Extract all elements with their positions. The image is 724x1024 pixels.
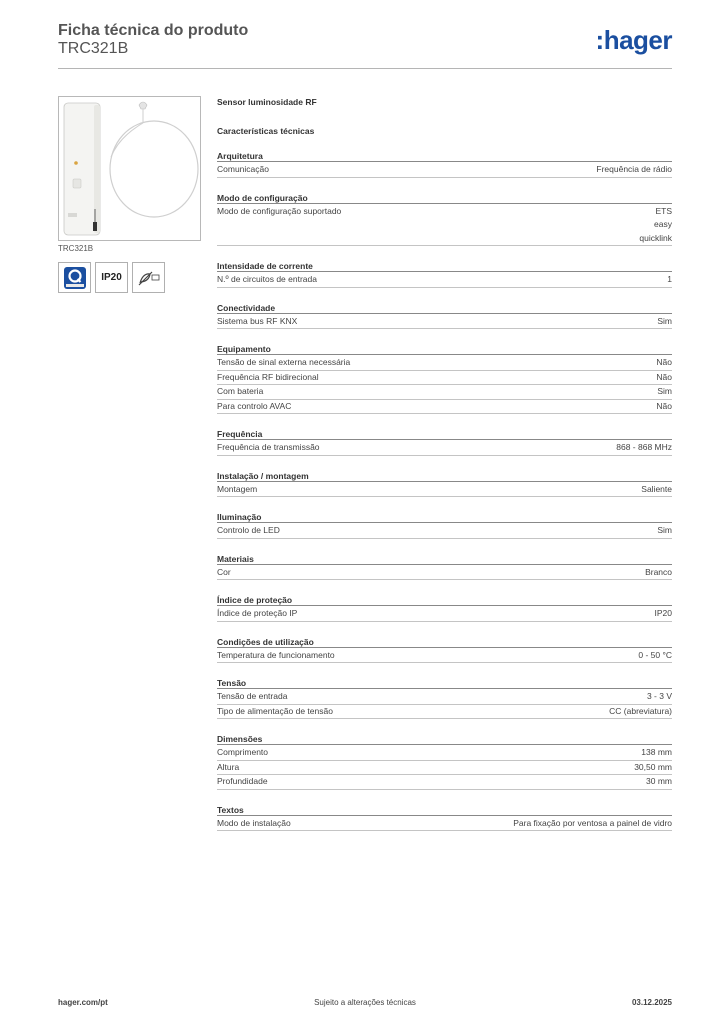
quality-badge	[58, 262, 91, 293]
spec-row	[217, 524, 672, 539]
eco-no-icon	[137, 269, 161, 287]
spec-section	[217, 261, 672, 288]
spec-label: Cor	[217, 566, 231, 577]
spec-row	[217, 385, 672, 400]
section-title: Índice de proteção	[217, 595, 672, 606]
section-title: Textos	[217, 805, 672, 816]
spec-row	[217, 761, 672, 776]
spec-row	[217, 649, 672, 664]
spec-label: Modo de configuração suportado	[217, 205, 342, 216]
spec-value-line: Sim	[657, 525, 672, 535]
spec-value	[616, 441, 672, 455]
ip20-badge	[95, 262, 128, 293]
spec-label: Tensão de sinal externa necessária	[217, 357, 351, 367]
spec-value	[667, 273, 672, 287]
spec-row	[217, 746, 672, 761]
spec-row	[217, 273, 672, 288]
spec-value	[657, 524, 672, 538]
section-title: Frequência	[217, 429, 672, 440]
spec-row	[217, 817, 672, 832]
spec-value	[634, 761, 672, 775]
spec-label: Temperatura de funcionamento	[217, 649, 335, 660]
spec-section	[217, 805, 672, 832]
spec-value-line: Branco	[645, 566, 672, 577]
spec-section	[217, 678, 672, 719]
spec-section	[217, 471, 672, 498]
image-caption: TRC321B	[58, 244, 94, 253]
specs-heading: Características técnicas	[217, 126, 315, 136]
section-title: Dimensões	[217, 734, 672, 745]
spec-value-line: Sim	[657, 386, 672, 396]
spec-value	[609, 705, 672, 719]
spec-label: Profundidade	[217, 776, 268, 786]
spec-value-line: 868 - 868 MHz	[616, 442, 672, 452]
eco-badge	[132, 262, 165, 293]
spec-row	[217, 400, 672, 415]
spec-value-line: 0 - 50 °C	[638, 649, 672, 660]
spec-value-line: ETS	[655, 205, 672, 216]
spec-value	[647, 690, 672, 704]
footer-date: 03.12.2025	[631, 998, 672, 1007]
footer-website: hager.com/pt	[58, 998, 108, 1007]
spec-section	[217, 595, 672, 622]
spec-row	[217, 705, 672, 720]
spec-row	[217, 441, 672, 456]
spec-value	[656, 371, 672, 385]
spec-label: Comprimento	[217, 747, 269, 757]
spec-label: Comunicação	[217, 164, 269, 174]
spec-value-line: Não	[656, 357, 672, 367]
spec-row	[217, 356, 672, 371]
spec-label: Tipo de alimentação de tensão	[217, 705, 333, 716]
spec-value-line: Para fixação por ventosa a painel de vidro	[513, 817, 672, 828]
spec-value-line: Não	[656, 400, 672, 411]
spec-value	[657, 315, 672, 329]
spec-label: Modo de instalação	[217, 817, 291, 828]
spec-value	[639, 205, 672, 246]
product-name: Sensor luminosidade RF	[217, 97, 317, 107]
spec-value	[645, 566, 672, 580]
spec-row	[217, 775, 672, 790]
section-title: Iluminação	[217, 512, 672, 523]
section-title: Modo de configuração	[217, 193, 672, 204]
section-title: Tensão	[217, 678, 672, 689]
spec-value-line: CC (abreviatura)	[609, 705, 672, 716]
spec-section	[217, 554, 672, 581]
spec-value-line: IP20	[654, 608, 672, 618]
quality-label-icon	[63, 266, 87, 290]
spec-row	[217, 483, 672, 498]
spec-value	[638, 649, 672, 663]
spec-row	[217, 690, 672, 705]
spec-value	[656, 356, 672, 370]
spec-value-line: Frequência de rádio	[596, 164, 672, 174]
spec-value-line: 138 mm	[641, 747, 672, 757]
spec-value-line: 30 mm	[646, 776, 672, 786]
spec-value	[657, 385, 672, 399]
spec-value	[641, 746, 672, 760]
section-title: Materiais	[217, 554, 672, 565]
sensor-illustration	[59, 97, 201, 241]
spec-content	[217, 97, 672, 831]
spec-section	[217, 303, 672, 330]
spec-label: Para controlo AVAC	[217, 400, 292, 411]
spec-value-line: Saliente	[641, 483, 672, 494]
spec-section	[217, 512, 672, 539]
section-title: Equipamento	[217, 344, 672, 355]
spec-row	[217, 371, 672, 386]
spec-label: Controlo de LED	[217, 525, 280, 535]
ip20-icon: IP20	[101, 272, 122, 283]
spec-value-line: Não	[656, 371, 672, 382]
section-title: Conectividade	[217, 303, 672, 314]
page-header	[58, 22, 672, 69]
spec-value	[596, 163, 672, 177]
spec-row	[217, 566, 672, 581]
section-title: Arquitetura	[217, 151, 672, 162]
footer-note: Sujeito a alterações técnicas	[314, 998, 416, 1007]
spec-sections	[217, 151, 672, 831]
hager-logo: :hager	[595, 25, 672, 55]
spec-row	[217, 607, 672, 622]
spec-row	[217, 315, 672, 330]
spec-value	[655, 607, 673, 621]
spec-value-line: easy	[654, 219, 672, 229]
spec-section	[217, 193, 672, 247]
section-title: Instalação / montagem	[217, 471, 672, 482]
spec-section	[217, 151, 672, 178]
section-title: Intensidade de corrente	[217, 261, 672, 272]
spec-value	[513, 817, 672, 831]
spec-value	[656, 400, 672, 414]
product-image	[58, 96, 201, 241]
spec-value-line: 30,50 mm	[634, 761, 672, 772]
section-title: Condições de utilização	[217, 637, 672, 648]
product-reference: TRC321B	[58, 40, 129, 57]
spec-label: Frequência RF bidirecional	[217, 371, 319, 382]
spec-value	[641, 483, 672, 497]
spec-value-line: quicklink	[639, 232, 672, 243]
spec-label: Tensão de entrada	[217, 691, 288, 701]
spec-value-line: Sim	[657, 315, 672, 326]
document-title: Ficha técnica do produto	[58, 22, 249, 39]
spec-label: Sistema bus RF KNX	[217, 315, 298, 326]
spec-label: N.º de circuitos de entrada	[217, 274, 317, 284]
spec-value	[646, 775, 672, 789]
spec-label: Índice de proteção IP	[217, 608, 298, 618]
spec-row	[217, 205, 672, 247]
spec-label: Altura	[217, 761, 240, 772]
spec-label: Montagem	[217, 483, 258, 494]
spec-label: Frequência de transmissão	[217, 442, 320, 452]
spec-value-line: 1	[667, 274, 672, 284]
spec-section	[217, 344, 672, 414]
spec-section	[217, 734, 672, 790]
spec-section	[217, 429, 672, 456]
spec-value-line: 3 - 3 V	[646, 691, 672, 701]
spec-section	[217, 637, 672, 664]
spec-row	[217, 163, 672, 178]
spec-label: Com bateria	[217, 386, 264, 396]
